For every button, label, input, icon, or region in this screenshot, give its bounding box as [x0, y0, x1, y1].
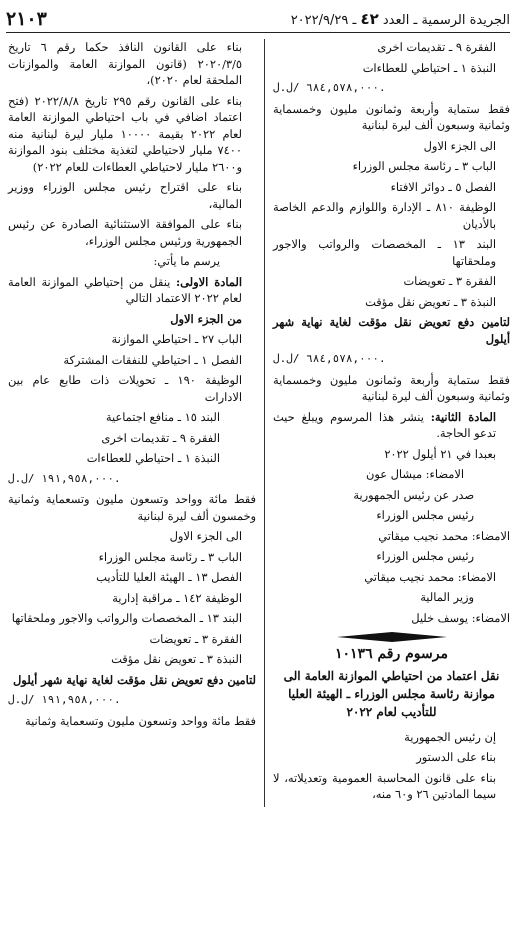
decree-title: مرسوم رقم ١٠١٣٦ — [335, 646, 448, 662]
section-line: الفصل ١ ـ احتياطي للنفقات المشتركة — [63, 352, 242, 367]
article-text: ينقل من إحتياطي الموازنة العامة لعام ٢٠٢٢ الاعتماد التالي — [8, 274, 242, 305]
amount: ٦٨٤,٥٧٨,٠٠٠ /ل.ل. — [273, 81, 386, 94]
preamble: بناء على القانون النافذ حكما رقم ٦ تاريخ ٢٠٢٠/٣/٥ (قانون الموازنة العامة والموازنات الملحقة لعام ٢٠٢٠)، — [8, 40, 242, 87]
clause-line: النبذة ١ ـ احتياطي للعطاءات — [86, 451, 220, 465]
article-two — [273, 409, 510, 442]
page-number: ٢١٠٣ — [6, 8, 47, 30]
constitution-line: بناء على الدستور — [416, 750, 496, 764]
issued-by: صدر عن رئيس الجمهورية — [353, 487, 474, 502]
article-label: المادة الاولى: — [175, 274, 243, 289]
section-line: الفصل ١٣ ـ الهيئة العليا للتأديب — [96, 570, 242, 584]
law-line: بناء على قانون المحاسبة العمومية وتعديلاته، لا سيما المادتين ٢٦ و٦٠ منه، — [273, 770, 496, 801]
pm-title: رئيس مجلس الوزراء — [376, 508, 474, 522]
president-line: إن رئيس الجمهورية — [404, 729, 496, 744]
pm-title: رئيس مجلس الوزراء — [376, 549, 474, 563]
amount-words: فقط ستماية وأربعة وثمانون مليون وخمسماية وثمانية وسبعون ألف ليرة لبنانية — [273, 101, 510, 132]
part-line: الى الجزء الاول — [423, 138, 496, 153]
signature: الامضاء: محمد نجيب ميقاتي — [378, 528, 510, 543]
chapter-line: الباب ٣ ـ رئاسة مجلس الوزراء — [98, 549, 242, 564]
journal-name: الجريدة الرسمية ـ العدد — [382, 13, 510, 28]
finance-title: وزير المالية — [420, 590, 474, 604]
function-line: الوظيفة ٨١٠ ـ الإدارة واللوازم والدعم الخاصة بالأديان — [273, 200, 497, 231]
item-line: البند ١٥ ـ منافع اجتماعية — [105, 410, 220, 424]
function-line: الوظيفة ١٩٠ ـ تحويلات ذات طابع عام بين الادارات — [8, 373, 242, 404]
page-header — [6, 6, 510, 33]
preamble: بناء على اقتراح رئيس مجلس الوزراء ووزير المالية، — [8, 180, 242, 211]
para-line: الفقرة ٩ ـ تقديمات اخرى — [377, 40, 496, 54]
part-line: الى الجزء الاول — [169, 529, 242, 543]
amount-words: فقط مائة وواحد وتسعون مليون وتسعماية وثمانية وخمسون ألف ليرة لبنانية — [8, 492, 256, 523]
clause-line: النبذة ٣ ـ تعويض نقل مؤقت — [365, 294, 496, 309]
header-journal — [291, 10, 510, 28]
signature: الامضاء: ميشال عون — [365, 467, 464, 481]
preamble: بناء على الموافقة الاستثنائية الصادرة عن رئيس الجمهورية ورئيس مجلس الوزراء، — [8, 217, 242, 248]
purpose-line: لتامين دفع تعويض نقل مؤقت لغاية نهاية شهر أيلول — [273, 315, 510, 346]
amount: ٦٨٤,٥٧٨,٠٠٠ /ل.ل. — [273, 352, 386, 365]
chapter-line: الباب ٣ ـ رئاسة مجلس الوزراء — [352, 159, 496, 173]
place-date: بعبدا في ٢١ أيلول ٢٠٢٢ — [384, 446, 496, 461]
issue-number: ٤٢ — [360, 10, 379, 28]
para-line: الفقرة ٩ ـ تقديمات اخرى — [101, 430, 220, 445]
article-one — [8, 274, 256, 307]
chapter-line: الباب ٢٧ ـ احتياطي الموازنة — [111, 332, 242, 346]
preamble: بناء على القانون رقم ٢٩٥ تاريخ ٢٠٢٢/٨/٨ (فتح اعتماد اضافي في باب احتياطي الموازنة العامة لعام ٢٠٢٢ بقيمة ١٠٠٠٠ مليار ليرة لبنانية منه ٧٤٠٠ مليار لاحتياطي لتغذية مختلف بنود الموازنة و٢٦٠٠ مليار لاحتياطي العطاءات للعام ٢٠٢٢) — [8, 93, 242, 174]
item-line: البند ١٣ ـ المخصصات والرواتب والاجور وملحقاتها — [273, 237, 496, 268]
signature: الامضاء: يوسف خليل — [411, 610, 510, 625]
para-line: الفقرة ٣ ـ تعويضات — [149, 631, 242, 646]
clause-line: النبذة ١ ـ احتياطي للعطاءات — [362, 60, 496, 75]
decree-formula: يرسم ما يأتي: — [153, 254, 220, 268]
right-column — [264, 39, 510, 807]
amount-words: فقط ستماية وأربعة وثمانون مليون وخمسماية وثمانية وسبعون ألف ليرة لبنانية — [273, 372, 510, 403]
part-line: من الجزء الاول — [170, 311, 242, 326]
content-columns — [6, 39, 510, 807]
purpose-line: لتامين دفع تعويض نقل مؤقت لغاية نهاية شهر أيلول — [13, 672, 256, 687]
separator-ornament — [337, 632, 447, 642]
function-line: الوظيفة ١٤٢ ـ مراقبة إدارية — [112, 590, 242, 605]
issue-date: ـ ٢٠٢٢/٩/٢٩ — [290, 13, 357, 28]
left-column — [8, 39, 264, 807]
signature: الامضاء: محمد نجيب ميقاتي — [364, 569, 496, 584]
item-line: البند ١٣ ـ المخصصات والرواتب والاجور وملحقاتها — [11, 611, 242, 625]
decree-subject: نقل اعتماد من احتياطي الموازنة العامة الى موازنة رئاسة مجلس الوزراء ـ الهيئة العليا للتأديب لعام ٢٠٢٢ — [283, 668, 500, 719]
section-line: الفصل ٥ ـ دوائر الافتاء — [390, 179, 496, 194]
clause-line: النبذة ٣ ـ تعويض نقل مؤقت — [111, 652, 242, 666]
article-text: ينشر هذا المرسوم ويبلغ حيث تدعو الحاجة. — [273, 409, 496, 440]
para-line: الفقرة ٣ ـ تعويضات — [403, 274, 496, 288]
amount: ١٩١,٩٥٨,٠٠٠ /ل.ل. — [8, 471, 121, 485]
amount: ١٩١,٩٥٨,٠٠٠ /ل.ل. — [8, 693, 121, 706]
article-label: المادة الثانية: — [430, 409, 497, 424]
amount-words: فقط مائة وواحد وتسعون مليون وتسعماية وثمانية — [24, 713, 256, 728]
